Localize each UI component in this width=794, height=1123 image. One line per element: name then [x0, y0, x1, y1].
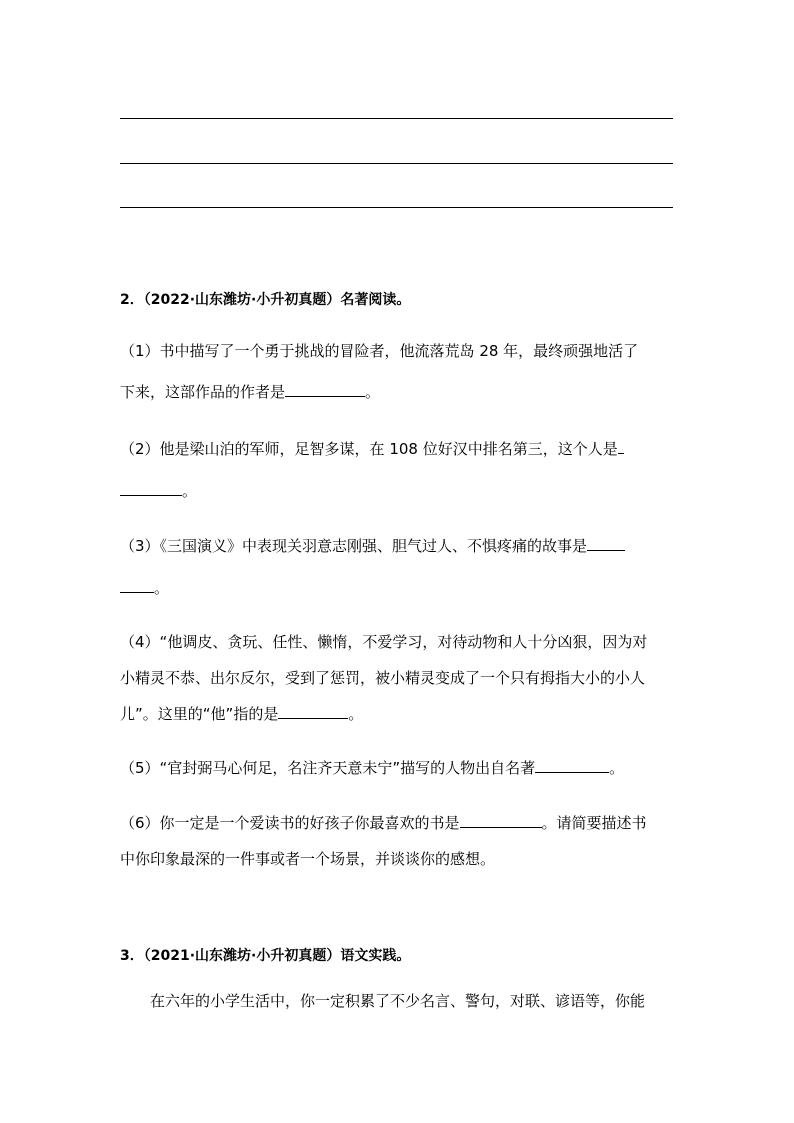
q2-item6-line1: （6）你一定是一个爱读书的好孩子你最喜欢的书是 。请简要描述书: [120, 814, 647, 832]
q2-item1-line2: 下来，这部作品的作者是 。: [120, 383, 381, 401]
q2-item3-line1: （3）《三国演义》中表现关羽意志刚强、胆气过人、不惧疼痛的故事是: [120, 535, 625, 557]
answer-blank-2a[interactable]: [618, 439, 624, 454]
answer-blank-3a[interactable]: [587, 536, 625, 551]
q3-line1: 在六年的小学生活中，你一定积累了不少名言、警句，对联、谚语等，你能: [150, 992, 646, 1010]
answer-blank-3b[interactable]: [120, 578, 154, 593]
q2-item2-line1: （2）他是梁山泊的军师，足智多谋，在 108 位好汉中排名第三，这个人是: [120, 438, 624, 460]
q2-item5-line1: （5）“官封弼马心何足，名注齐天意未宁”描写的人物出自名著 。: [120, 759, 625, 777]
q2-item4-line2: 小精灵不恭、出尔反尔，受到了惩罚，被小精灵变成了一个只有拇指大小的小人: [120, 669, 646, 687]
answer-line-3: [120, 207, 673, 208]
answer-line-2: [120, 163, 673, 164]
q2-item3-line2: 。: [120, 577, 169, 599]
q2-item2-line2: 。: [120, 480, 197, 502]
answer-blank-1[interactable]: [285, 382, 365, 397]
q2-item1-text: 下来，这部作品的作者是: [120, 383, 286, 401]
answer-blank-6[interactable]: [460, 813, 542, 828]
q2-item4-line1: （4）“他调皮、贪玩、任性、懒惰，不爱学习，对待动物和人十分凶狠，因为对: [120, 633, 648, 651]
q2-item6-line2: 中你印象最深的一件事或者一个场景，并谈谈你的感想。: [120, 850, 496, 868]
q3-heading: 3．（2021·山东潍坊·小升初真题）语文实践。: [120, 948, 411, 964]
answer-blank-5[interactable]: [535, 758, 609, 773]
q2-item4-line3: 儿”。这里的“他”指的是 。: [120, 705, 364, 723]
answer-blank-4[interactable]: [278, 704, 348, 719]
answer-blank-2b[interactable]: [120, 481, 182, 496]
q2-heading: 2．（2022·山东潍坊·小升初真题）名著阅读。: [120, 292, 411, 308]
answer-line-1: [120, 118, 673, 119]
q2-item1-line1: （1）书中描写了一个勇于挑战的冒险者，他流落荒岛 28 年，最终顽强地活了: [120, 342, 639, 360]
